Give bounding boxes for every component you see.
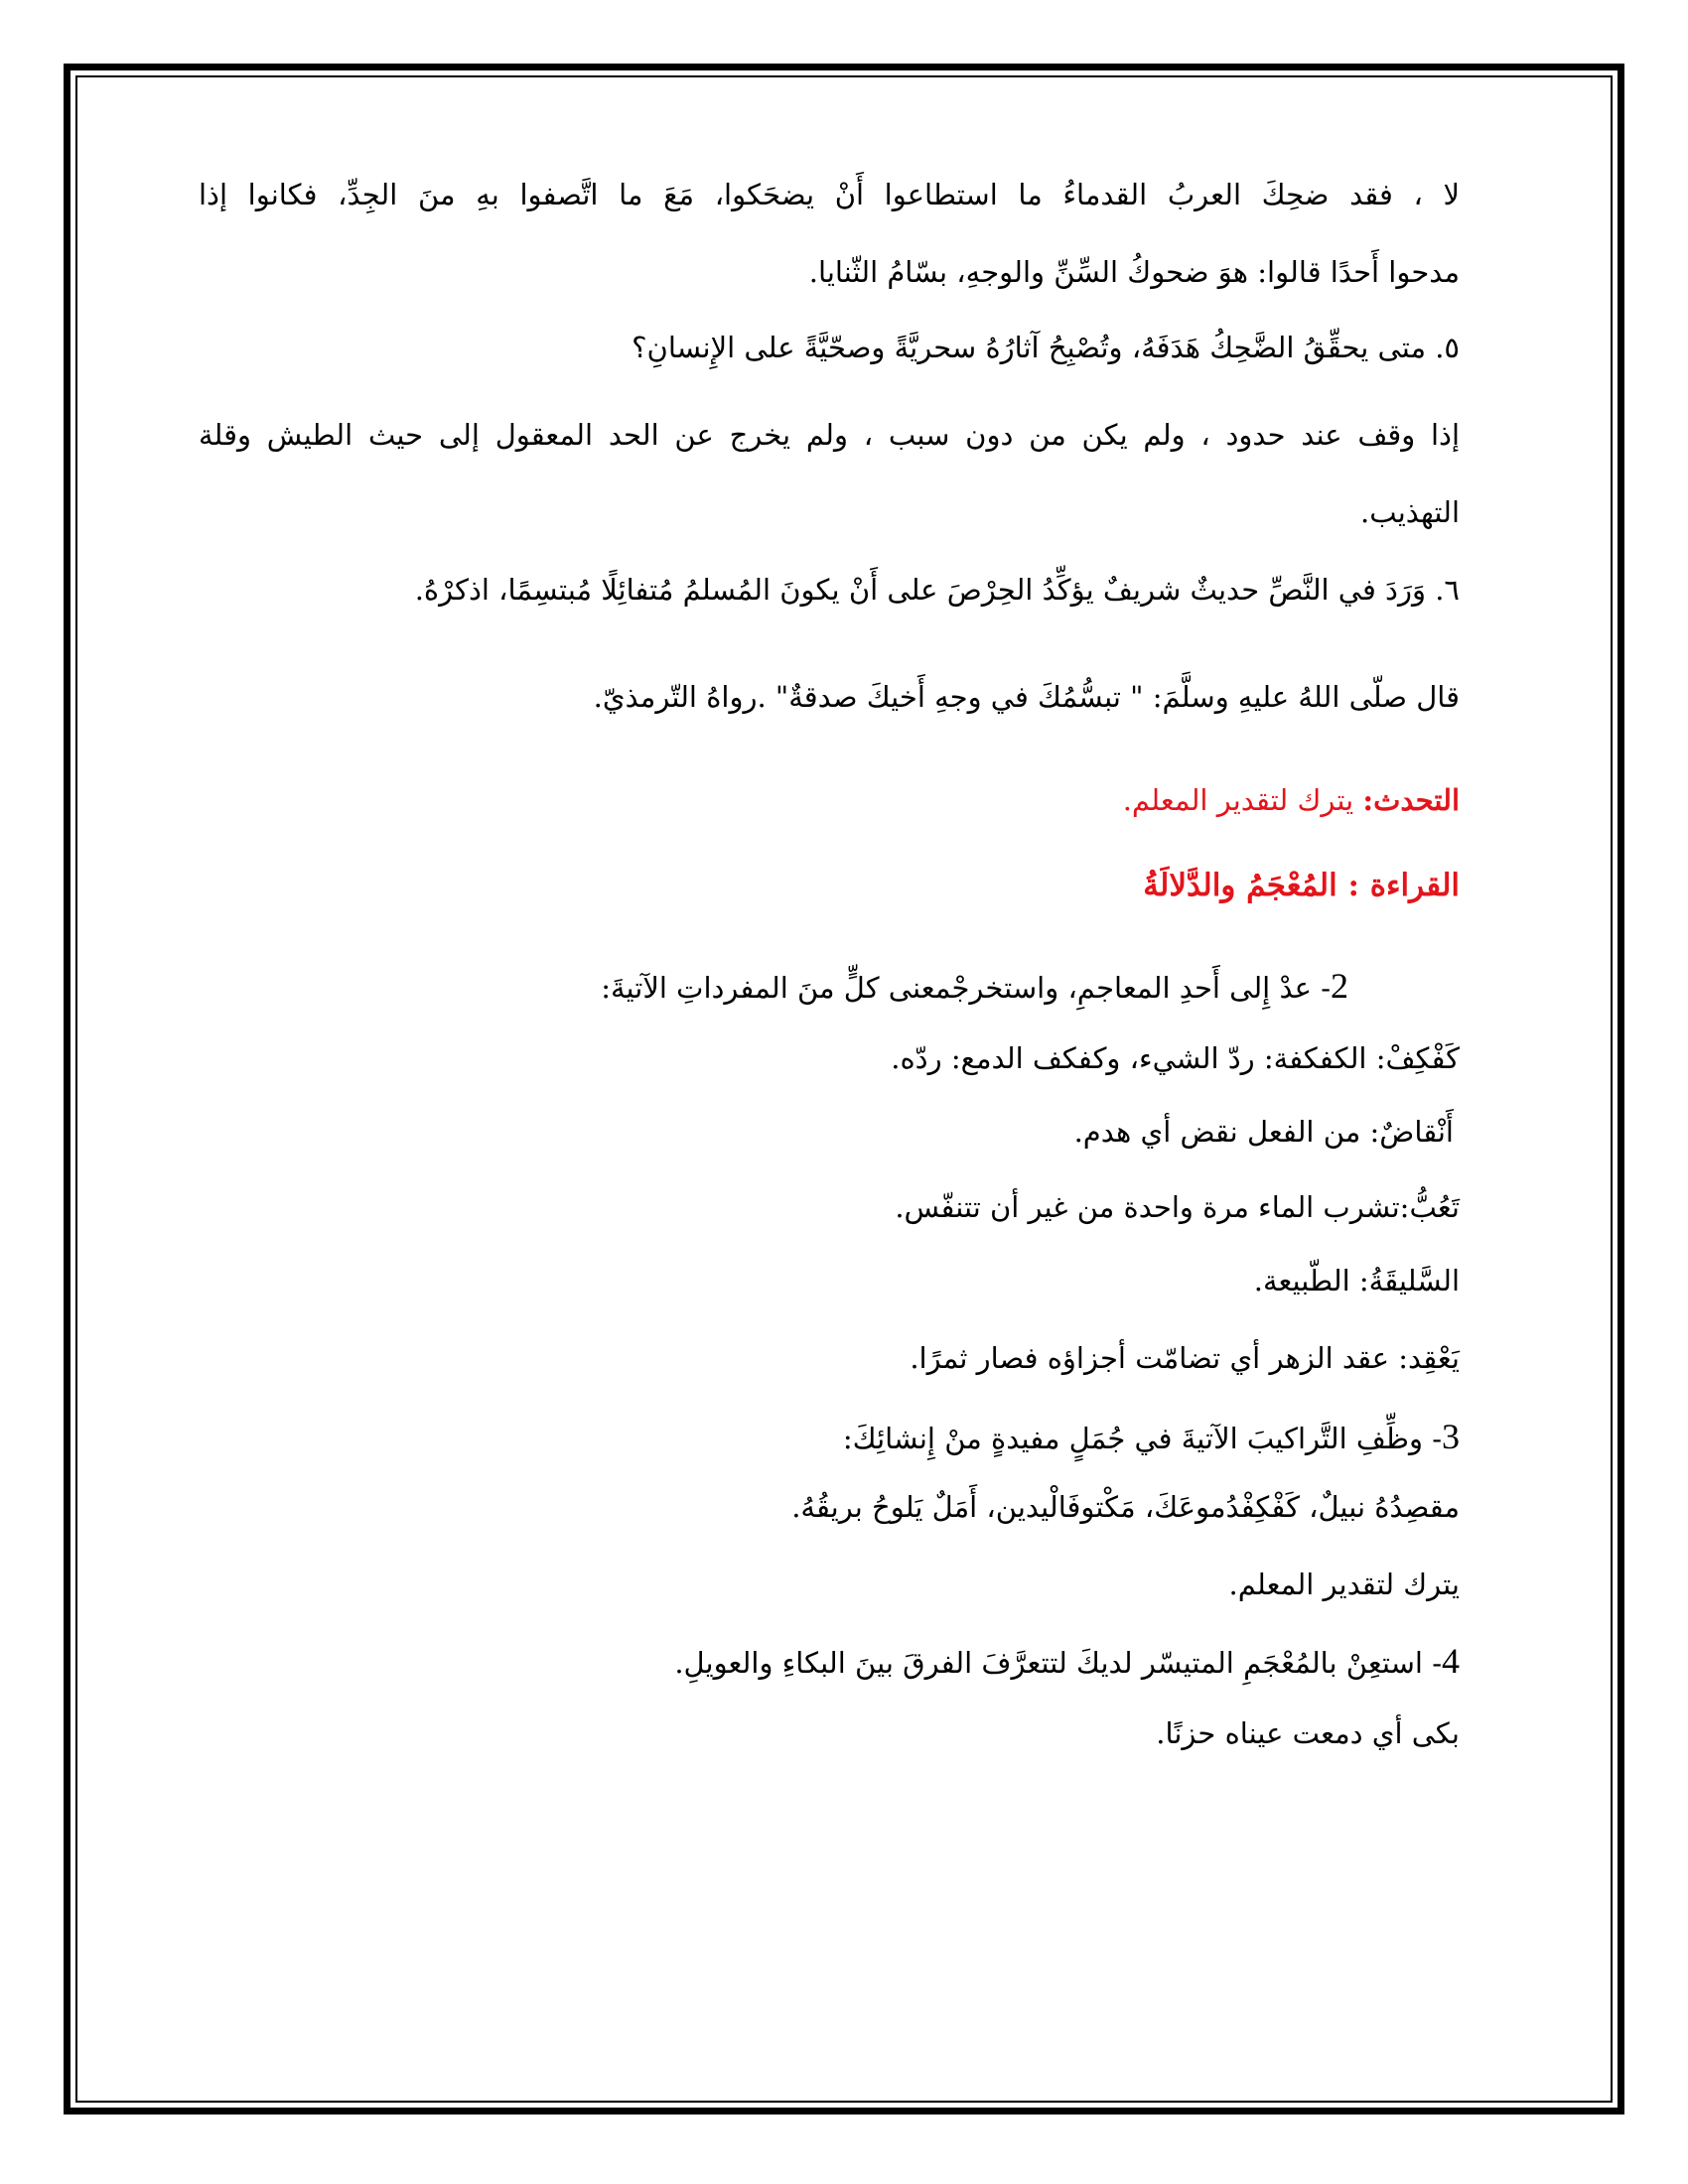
reading-heading: القراءة : المُعْجَمُ والدَّلالَةُ	[1143, 868, 1460, 903]
speaking-text: يترك لتقدير المعلم.	[1122, 783, 1354, 817]
definition-item: تَعُبُّ:تشرب الماء مرة واحدة من غير أن تتنفّس.	[895, 1190, 1460, 1224]
answer-5-line-1: إذا وقف عند حدود ، ولم يكن من دون سبب ، ولم يخرج عن الحد المعقول إلى حيث الطيش وقلة	[199, 418, 1460, 452]
question-3-number: 3	[1442, 1417, 1460, 1456]
question-5: ٥. متى يحقِّقُ الضَّحِكُ هَدَفَهُ، وتُصْبِحُ آثارُهُ سحريَّةً وصحّيَّةً على الإِنسانِ؟	[632, 331, 1460, 364]
answer-6: قال صلّى اللهُ عليهِ وسلَّمَ: " تبسُّمُكَ في وجهِ أَخيكَ صدقةٌ" .رواهُ التّرمذيّ.	[593, 680, 1460, 714]
definition-item: يَعْقِد: عقد الزهر أي تضامّت أجزاؤه فصار ثمرًا.	[910, 1341, 1460, 1375]
definition-item: كَفْكِفْ: الكفكفة: ردّ الشيء، وكفكف الدمع: ردّه.	[891, 1041, 1460, 1075]
question-2	[601, 963, 1348, 1010]
question-3-text: - وظِّفِ التَّراكيبَ الآتيةَ في جُمَلٍ مفيدةٍ منْ إِنشائِكَ:	[842, 1422, 1442, 1455]
question-3	[843, 1414, 1460, 1460]
definition-item: السَّليقَةُ: الطّبيعة.	[1253, 1264, 1460, 1297]
question-4-text: - استعِنْ بالمُعْجَمِ المتيسّر لديكَ لتتعرَّفَ الفرقَ بينَ البكاءِ والعويلِ.	[674, 1646, 1442, 1680]
answer-4-line-1: لا ، فقد ضحِكَ العربُ القدماءُ ما استطاعوا أَنْ يضحَكوا، مَعَ ما اتَّصفوا بهِ منَ الجِدِّ، فكانوا إذا	[199, 178, 1460, 211]
answer-4-line-2: مدحوا أَحدًا قالوا: هوَ ضحوكُ السِّنِّ والوجهِ، بسّامُ الثّنايا.	[808, 255, 1460, 289]
answer-5-line-2: التهذيب.	[1360, 495, 1460, 529]
question-2-text: - عدْ إِلى أَحدِ المعاجمِ، واستخرجْمعنى كلٍّ منَ المفرداتِ الآتيةَ:	[601, 971, 1331, 1005]
question-4	[674, 1638, 1460, 1685]
speaking-section	[1123, 782, 1460, 820]
page-border-inner	[75, 75, 1613, 2103]
question-2-number: 2	[1331, 966, 1348, 1006]
question-4-number: 4	[1442, 1641, 1460, 1681]
question-6: ٦. وَرَدَ في النَّصِّ حديثٌ شريفٌ يؤكِّدُ الحِرْصَ على أَنْ يكونَ المُسلمُ مُتفائِلًا مُبتسِمًا، اذكرْهُ.	[414, 573, 1460, 607]
definition-item: أَنْقاضٌ: من الفعل نقض أي هدم.	[1073, 1115, 1454, 1149]
speaking-label: التحدث:	[1362, 783, 1460, 817]
question-4-answer: بكى أي دمعت عيناه حزنًا.	[1156, 1716, 1460, 1750]
question-3-phrases: مقصِدُهُ نبيلٌ، كَفْكِفْدُموعَكَ، مَكْتوفَالْيدين، أَمَلٌ يَلوحُ بريقُهُ.	[791, 1490, 1460, 1524]
question-3-answer: يترك لتقدير المعلم.	[1228, 1568, 1460, 1601]
